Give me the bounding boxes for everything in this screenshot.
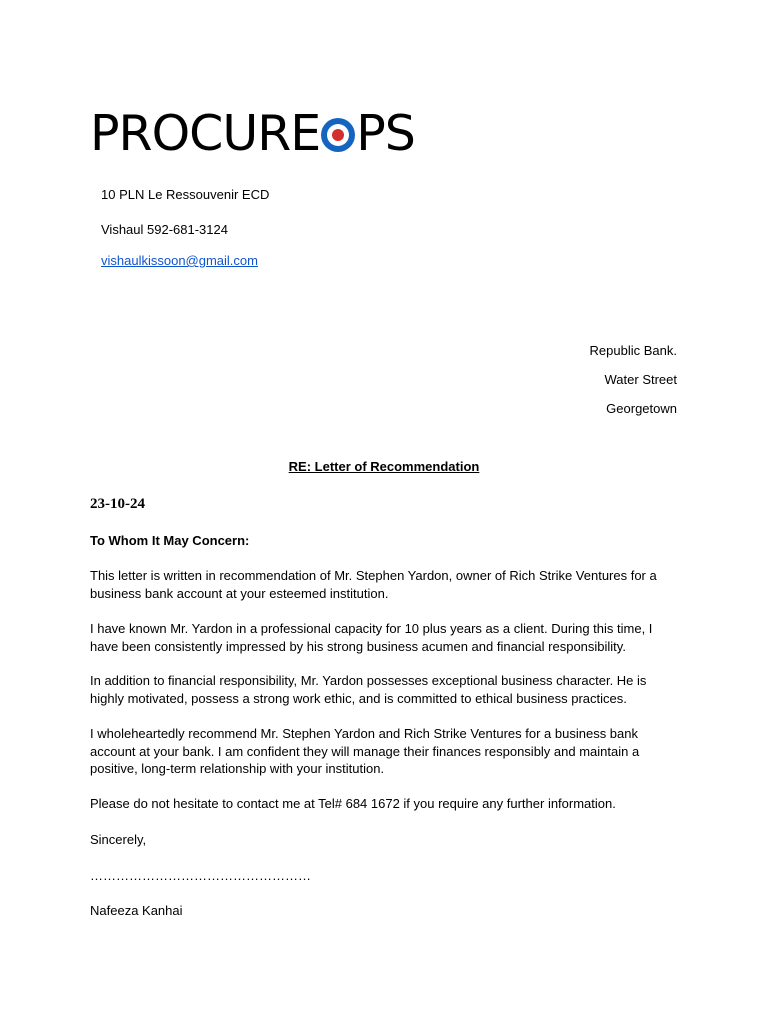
target-icon [321, 118, 355, 152]
sender-email-link[interactable]: vishaulkissoon@gmail.com [101, 253, 258, 268]
recipient-line-2: Water Street [604, 372, 677, 387]
recipient-line-1: Republic Bank. [589, 343, 677, 358]
paragraph-2: I have known Mr. Yardon in a professional capacity for 10 plus years as a client. During this time, I have been consistently impressed by his strong business acumen and financial responsibility. [90, 621, 653, 654]
salutation: To Whom It May Concern: [90, 533, 250, 548]
logo-text-start: PROCURE [90, 105, 321, 162]
recipient-line-3: Georgetown [606, 401, 677, 416]
paragraph-5: Please do not hesitate to contact me at Tel# 684 1672 if you require any further information. [90, 796, 616, 811]
letter-subject: RE: Letter of Recommendation [288, 459, 480, 474]
procureops-logo [90, 104, 415, 164]
paragraph-1: This letter is written in recommendation of Mr. Stephen Yardon, owner of Rich Strike Ventures for a business bank account at your esteemed institution. [90, 568, 657, 601]
signatory-name: Nafeeza Kanhai [90, 903, 183, 918]
sender-address: 10 PLN Le Ressouvenir ECD [101, 187, 270, 202]
letter-date: 23-10-24 [90, 496, 145, 512]
paragraph-4: I wholeheartedly recommend Mr. Stephen Yardon and Rich Strike Ventures for a business bank account at your bank. I am confident they will manage their finances responsibly and maintain a positive, long-term relationship with your institution. [90, 726, 640, 776]
closing: Sincerely, [90, 832, 147, 847]
logo-text-end: PS [356, 105, 415, 162]
signature-line: …………………………………………… [90, 868, 311, 883]
sender-contact: Vishaul 592-681-3124 [101, 222, 228, 237]
paragraph-3: In addition to financial responsibility, Mr. Yardon possesses exceptional business character. He is highly motivated, possess a strong work ethic, and is committed to ethical business practices. [90, 673, 647, 706]
